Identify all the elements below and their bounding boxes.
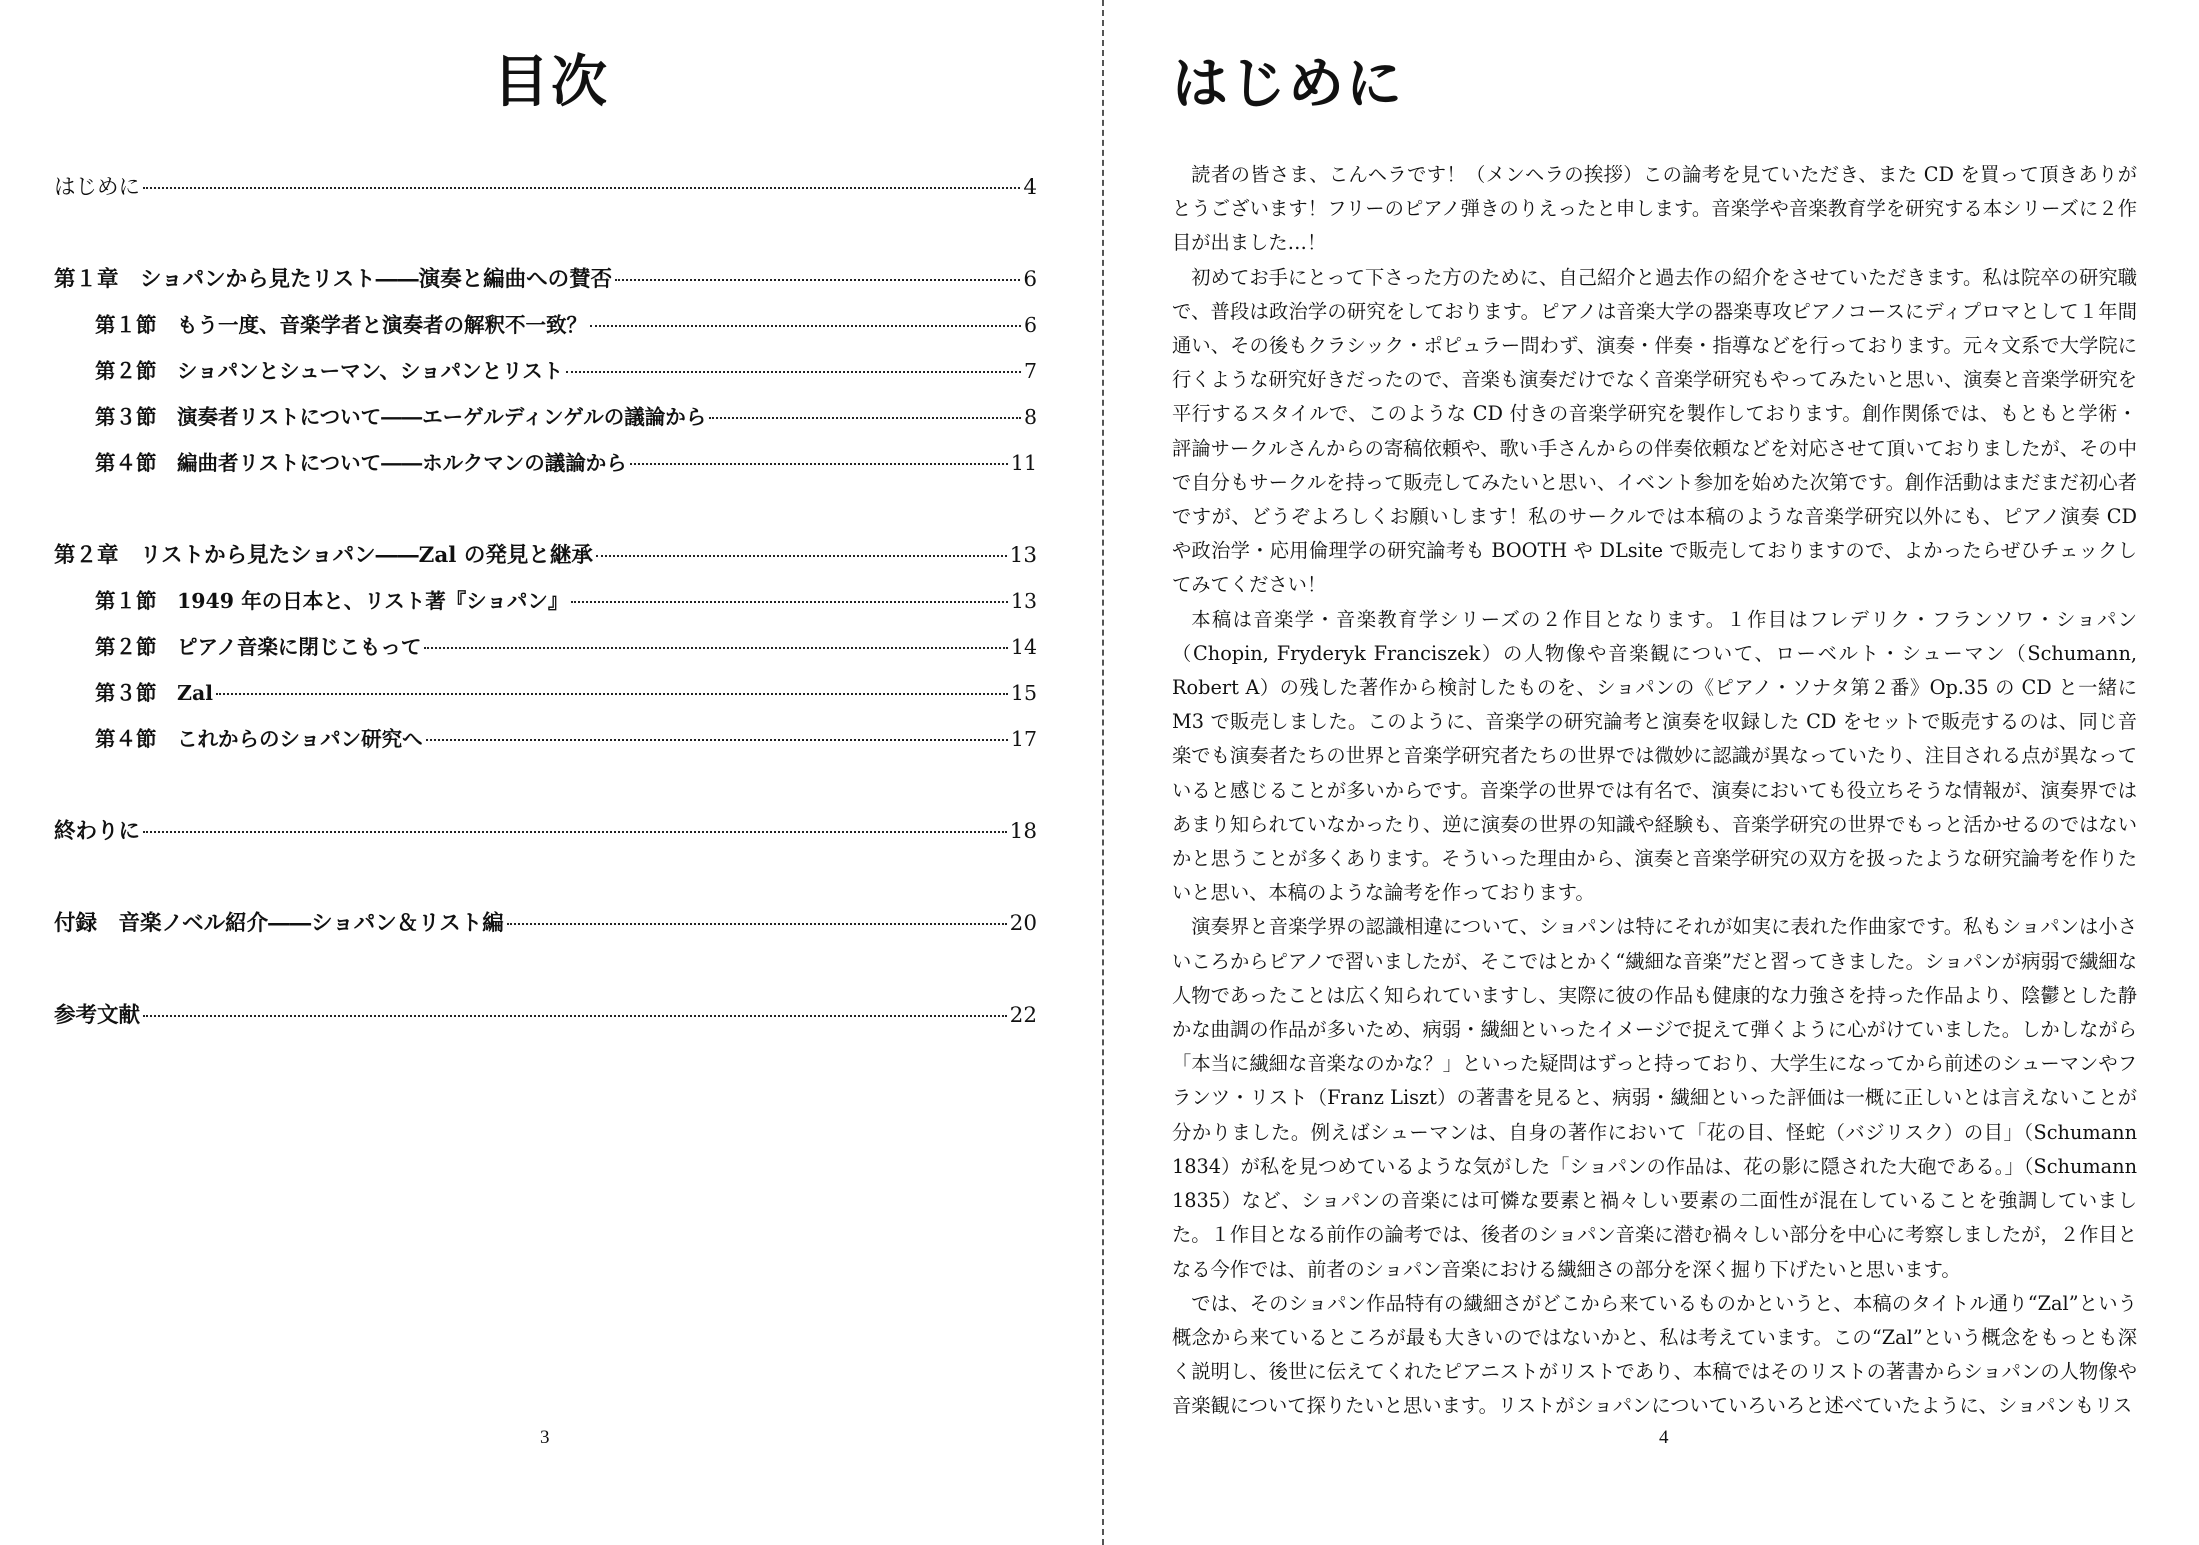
toc-leader-dots xyxy=(507,923,1007,925)
toc-entry-page: 8 xyxy=(1023,405,1037,429)
toc-leader-dots xyxy=(630,463,1008,465)
toc-leader-dots xyxy=(424,647,1008,649)
toc-leader-dots xyxy=(426,739,1008,741)
toc-leader-dots xyxy=(143,187,1020,189)
toc-section[interactable] xyxy=(54,308,1037,354)
toc-title: 目次 xyxy=(493,49,609,115)
toc-list xyxy=(54,170,1037,1044)
toc-entry-title: 第４節 これからのショパン研究へ xyxy=(95,727,423,751)
intro-paragraph: 本稿は音楽学・音楽教育学シリーズの２作目となります。１作目はフレデリク・フランソワ・ショパン（Chopin, Fryderyk Franciszek）の人物像や音楽観について、ローベルト・シューマン（Schumann, Robert A）の残した著作から検討したものを、ショパンの《ピアノ・ソナタ第２番》Op.35 の CD と一緒に M3 で販売しました。このように、音楽学の研究論考と演奏を収録した CD をセットで販売するのは、同じ音楽でも演奏者たちの世界と音楽学研究者たちの世界では微妙に認識が異なっていたり、注目される点が異なっていると感じることが多いからです。音楽学の世界では有名で、演奏においても役立ちそうな情報が、演奏界ではあまり知られていなかったり、逆に演奏の世界の知識や経験も、音楽学研究の世界でもっと活かせるのではないかと思うことが多くあります。そういった理由から、演奏と音楽学研究の双方を扱ったような研究論考を作りたいと思い、本稿のような論考を作っております。 xyxy=(1172,607,2137,905)
toc-section[interactable] xyxy=(54,446,1037,492)
toc-entry-page: 14 xyxy=(1010,635,1037,659)
toc-leader-dots xyxy=(143,831,1007,833)
toc-entry[interactable] xyxy=(54,814,1037,860)
toc-entry-page: 13 xyxy=(1010,589,1037,613)
toc-entry-page: 20 xyxy=(1009,911,1037,936)
toc-entry-page: 18 xyxy=(1009,819,1037,844)
toc-chapter-1[interactable] xyxy=(54,262,1037,308)
toc-leader-dots xyxy=(709,417,1021,419)
intro-paragraph: 演奏界と音楽学界の認識相違について、ショパンは特にそれが如実に表れた作曲家です。私もショパンは小さいころからピアノで習いましたが、そこではとかく“繊細な音楽”だと習ってきました。ショパンが病弱で繊細な人物であったことは広く知られていますし、実際に彼の作品も健康的な力強さを持った作品より、陰鬱とした静かな曲調の作品が多いため、病弱・繊細といったイメージで捉えて弾くように心がけていました。しかしながら「本当に繊細な音楽なのかな？」といった疑問はずっと持っており、大学生になってから前述のシューマンやフランツ・リスト（Franz Liszt）の著書を見ると、病弱・繊細といった評価は一概に正しいとは言えないことが分かりました。例えばシューマンは、自身の著作において「花の目、怪蛇（バジリスク）の目」（Schumann 1834）が私を見つめているような気がした「ショパンの作品は、花の影に隠された大砲である。」（Schumann 1835）など、ショパンの音楽には可憐な要素と禍々しい要素の二面性が混在していることを強調していました。１作目となる前作の論考では、後者のショパン音楽に潜む禍々しい部分を中心に考察しましたが，２作目となる今作では、前者のショパン音楽における繊細さの部分を深く掘り下げたいと思います。 xyxy=(1172,915,2137,1281)
toc-entry-title: 第２章 リストから見たショパン――Zal の発見と継承 xyxy=(54,543,593,568)
toc-entry-page: 22 xyxy=(1009,1003,1037,1028)
toc-section[interactable] xyxy=(54,722,1037,768)
intro-title: はじめに xyxy=(1172,51,1404,117)
toc-leader-dots xyxy=(216,693,1008,695)
toc-entry-page: 13 xyxy=(1009,543,1037,568)
toc-leader-dots xyxy=(571,601,1008,603)
toc-entry-title: 参考文献 xyxy=(54,1003,141,1028)
toc-entry-page: 6 xyxy=(1023,313,1037,337)
toc-entry-page: 6 xyxy=(1023,267,1037,292)
toc-entry[interactable] xyxy=(54,906,1037,952)
toc-entry[interactable] xyxy=(54,998,1037,1044)
toc-entry-title: 第１章 ショパンから見たリスト――演奏と編曲への賛否 xyxy=(54,267,613,292)
toc-section[interactable] xyxy=(54,676,1037,722)
toc-chapter-2[interactable] xyxy=(54,538,1037,584)
toc-leader-dots xyxy=(143,1015,1007,1017)
toc-leader-dots xyxy=(596,555,1007,557)
toc-entry[interactable] xyxy=(54,170,1037,216)
toc-entry-title: はじめに xyxy=(54,175,141,200)
toc-entry-page: 7 xyxy=(1023,359,1037,383)
toc-entry-page: 15 xyxy=(1010,681,1037,705)
intro-body xyxy=(1172,158,2137,1424)
toc-entry-title: 第３節 演奏者リストについて――エーゲルディンゲルの議論から xyxy=(95,405,707,429)
toc-leader-dots xyxy=(566,371,1021,373)
toc-entry-page: 17 xyxy=(1010,727,1037,751)
page-divider xyxy=(1102,0,1104,1545)
toc-leader-dots xyxy=(590,325,1021,327)
toc-entry-title: 第１節 1949 年の日本と、リスト著『ショパン』 xyxy=(95,589,569,613)
toc-section[interactable] xyxy=(54,354,1037,400)
toc-section[interactable] xyxy=(54,400,1037,446)
page-number: 4 xyxy=(1659,1427,1669,1448)
toc-entry-title: 第４節 編曲者リストについて――ホルクマンの議論から xyxy=(95,451,627,475)
intro-paragraph: 読者の皆さま、こんヘラです！（メンヘラの挨拶）この論考を見ていただき、また CD を買って頂きありがとうございます！フリーのピアノ弾きのりえったと申します。音楽学や音楽教育学を研究する本シリーズに２作目が出ました…！ xyxy=(1172,163,2137,255)
toc-entry-title: 第３節 Zal xyxy=(95,681,214,705)
toc-entry-page: 11 xyxy=(1010,451,1037,475)
toc-leader-dots xyxy=(615,279,1020,281)
toc-entry-title: 第２節 ショパンとシューマン、ショパンとリスト xyxy=(95,359,564,383)
toc-section[interactable] xyxy=(54,630,1037,676)
introduction-page xyxy=(1106,0,2199,1545)
page-number: 3 xyxy=(540,1427,550,1448)
toc-section[interactable] xyxy=(54,584,1037,630)
intro-paragraph: では、そのショパン作品特有の繊細さがどこから来ているものかというと、本稿のタイトル通り“Zal”という概念から来ているところが最も大きいのではないかと、私は考えています。この“Zal”という概念をもっとも深く説明し、後世に伝えてくれたピアニストがリストであり、本稿ではそのリストの著書からショパンの人物像や音楽観について探りたいと思います。リストがショパンについていろいろと述べていたように、ショパンもリス xyxy=(1172,1291,2137,1418)
toc-entry-title: 第２節 ピアノ音楽に閉じこもって xyxy=(95,635,422,659)
intro-paragraph: 初めてお手にとって下さった方のために、自己紹介と過去作の紹介をさせていただきます。私は院卒の研究職で、普段は政治学の研究をしております。ピアノは音楽大学の器楽専攻ピアノコースにディプロマとして１年間通い、その後もクラシック・ポピュラー問わず、演奏・伴奏・指導などを行っております。元々文系で大学院に行くような研究好きだったので、音楽も演奏だけでなく音楽学研究もやってみたいと思い、演奏と音楽学研究を平行するスタイルで、このような CD 付きの音楽学研究を製作しております。創作関係では、もともと学術・評論サークルさんからの寄稿依頼や、歌い手さんからの伴奏依頼などを対応させて頂いておりましたが、その中で自分もサークルを持って販売してみたいと思い、イベント参加を始めた次第です。創作活動はまだまだ初心者ですが、どうぞよろしくお願いします！私のサークルでは本稿のような音楽学研究以外にも、ピアノ演奏 CD や政治学・応用倫理学の研究論考も BOOTH や DLsite で販売しておりますので、よかったらぜひチェックしてみてください！ xyxy=(1172,265,2137,597)
toc-entry-page: 4 xyxy=(1023,175,1037,200)
toc-entry-title: 付録 音楽ノベル紹介――ショパン＆リスト編 xyxy=(54,911,504,936)
toc-entry-title: 第１節 もう一度、音楽学者と演奏者の解釈不一致？ xyxy=(95,313,587,337)
toc-entry-title: 終わりに xyxy=(54,819,141,844)
